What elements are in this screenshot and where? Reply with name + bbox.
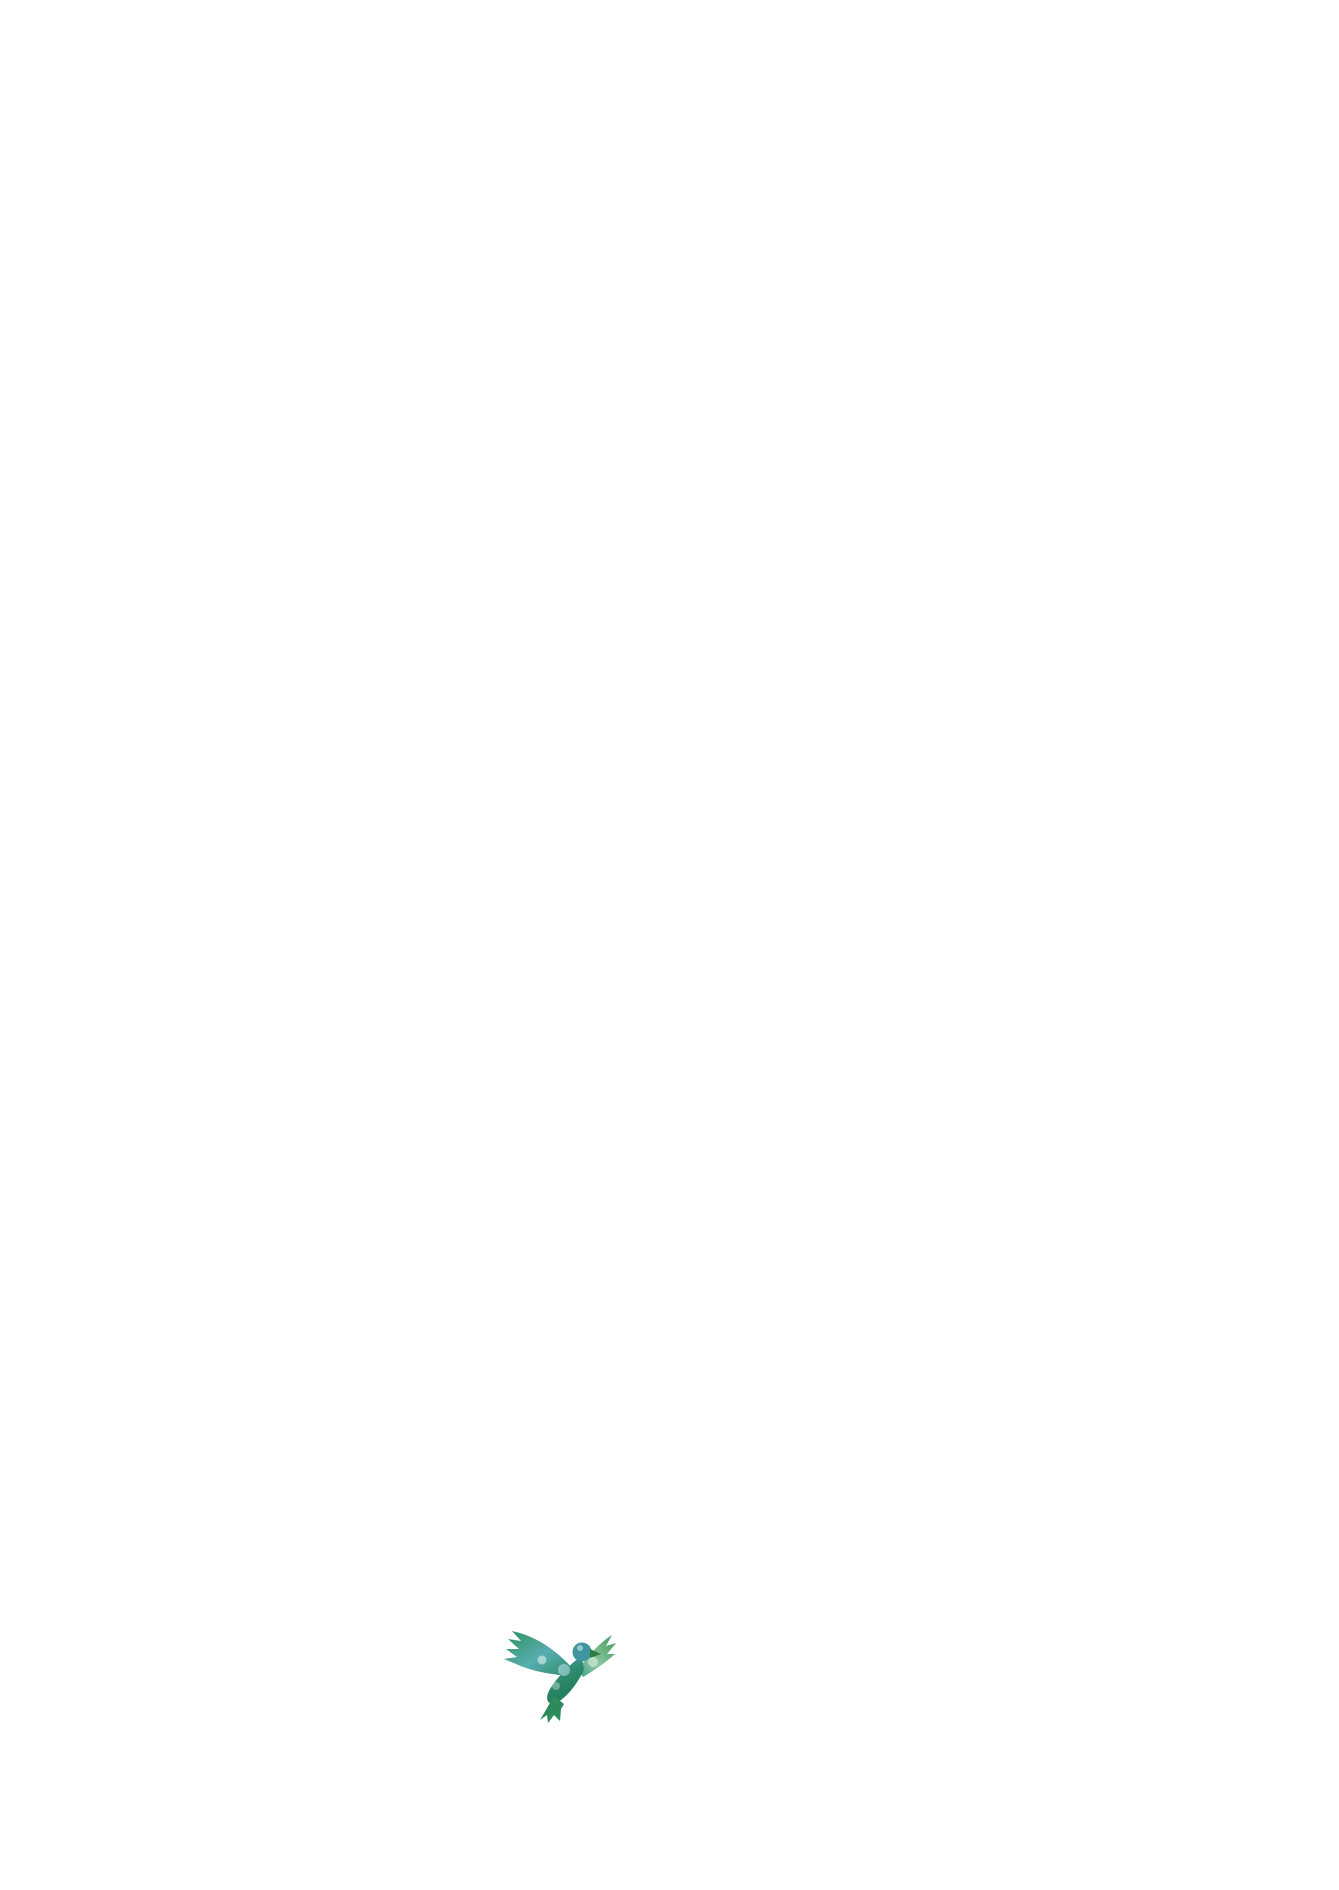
page-footer [0, 1626, 1339, 1724]
watercolor-bird-icon [498, 1626, 622, 1724]
toc-content [185, 198, 1143, 274]
